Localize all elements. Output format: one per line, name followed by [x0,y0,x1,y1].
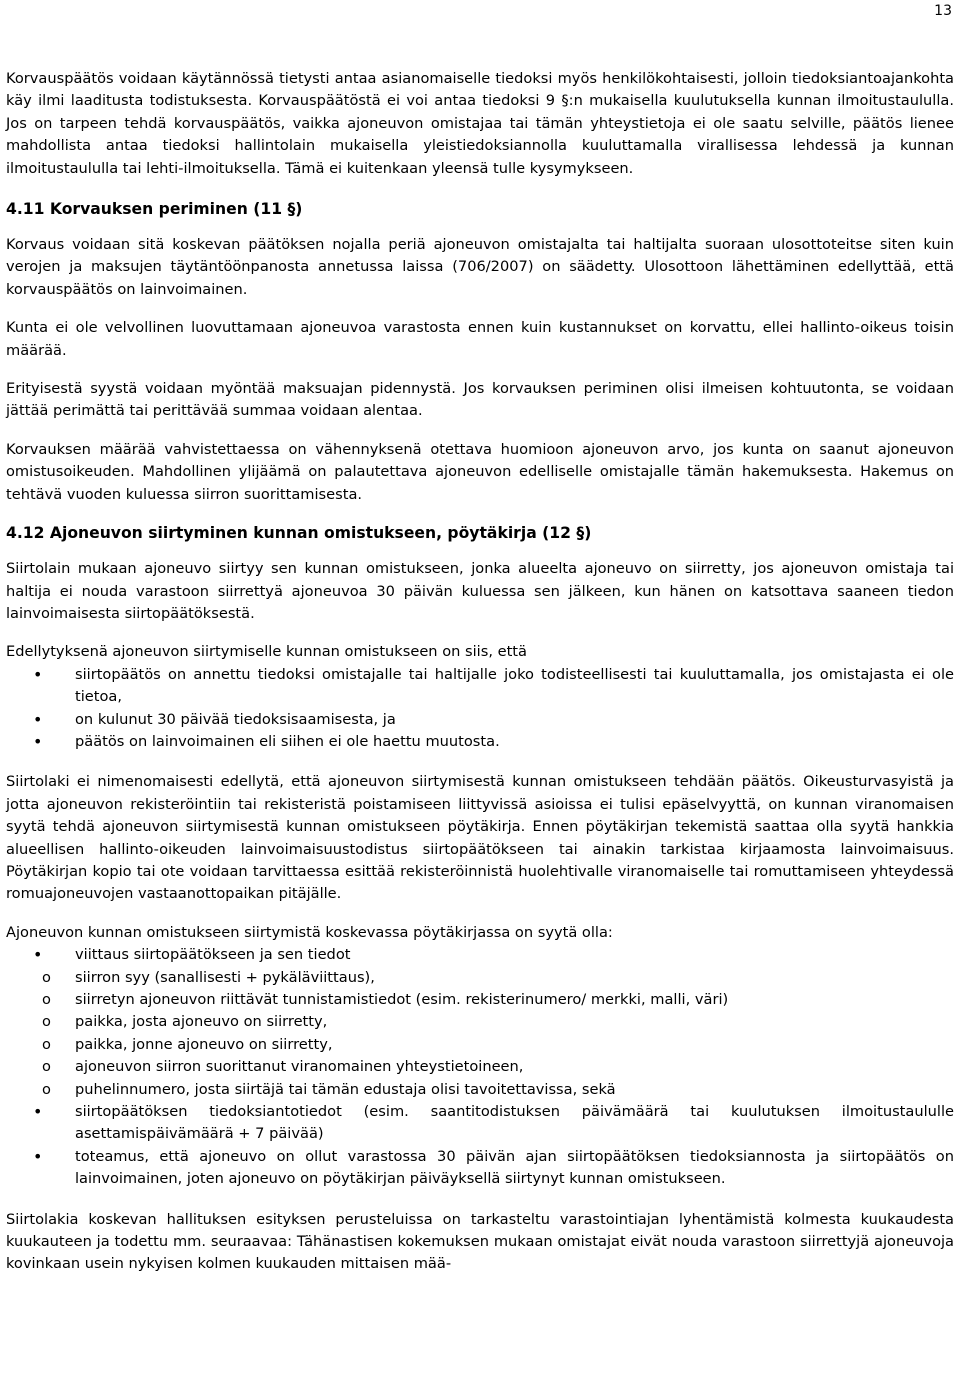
paragraph-poytakirja: Siirtolaki ei nimenomaisesti edellytä, että ajoneuvon siirtymisestä kunnan omistukseen tehdään päätös. Oikeusturvasyistä ja jotta ajoneuvon rekisteröintiin tai rekisteristä poistamiseen liittyvissä asioissa ei tulisi epäselvyyttä, on kunnan viranomaisen syytä tehdä ajoneuvon siirtymisestä kunnan omistukseen pöytäkirja. Ennen pöytäkirjan tekemistä saattaa olla syytä hankkia alueellisen hallinto-oikeuden lainvoimaisuustodistus siirtopäätökseen tai ainakin tarkistaa kirjaamosta lainvoimaisuus. Pöytäkirjan kopio tai ote voidaan tarvittaessa esittää rekisteröinnistä huolehtivalle viranomaiselle tai romuttamiseen yhteydessä romuajoneuvojen vastaanottopaikan pitäjälle. [6,773,954,903]
paragraph-korvauksen-maara: Korvauksen määrää vahvistettaessa on vähennyksenä otettava huomioon ajoneuvon arvo, jos kunta on saanut ajoneuvon omistusoikeuden. Mahdollinen ylijäämä on palautettava ajoneuvon edelliselle omistajalle tämän hakemuksesta. Hakemus on tehtävä vuoden kuluessa siirron suorittamisesta. [6,440,954,503]
sub-list-item: o siirretyn ajoneuvon riittävät tunnistamistiedot (esim. rekisterinumero/ merkki, malli, väri) [3,989,954,1011]
sub-list-item: o puhelinnumero, josta siirtäjä tai tämän edustaja olisi tavoitettavissa, sekä [3,1079,954,1101]
sub-list-item: o paikka, josta ajoneuvo on siirretty, [3,1011,954,1033]
section-heading-4-11: 4.11 Korvauksen periminen (11 §) [6,200,303,219]
paragraph-siirtyminen: Siirtolain mukaan ajoneuvo siirtyy sen kunnan omistukseen, jonka alueelta ajoneuvo on siirretty, jos ajoneuvon omistaja tai haltija ei nouda varastoon siirrettyä ajoneuvoa 30 päivän kuluessa sen jälkeen, kun hänen on katsottava saaneen tiedon lainvoimaisesta siirtopäätöksestä. [6,560,954,622]
list-item: • siirtopäätöksen tiedoksiantotiedot (esim. saantitodistuksen päivämäärä tai kuulutuksen ilmoitustaululle asettamispäivämäärä + 7 päivää) [6,1101,954,1146]
paragraph-ulosotto: Korvaus voidaan sitä koskevan päätöksen nojalla periä ajoneuvon omistajalta tai haltijalta suoraan ulosottoteitse siten kuin verojen ja maksujen täytäntöönpanosta annetussa laissa (706/2007) on säädetty. Ulosottoon lähettäminen edellyttää, että korvauspäätös on lainvoimainen. [6,236,954,298]
section-heading-4-12: 4.12 Ajoneuvon siirtyminen kunnan omistukseen, pöytäkirja (12 §) [6,524,592,543]
list-item [6,944,954,1101]
list-item: • siirtopäätös on annettu tiedoksi omistajalle tai haltijalle joko todisteellisesti tai kuuluttamalla, jos omistajasta ei ole tietoa, [6,664,954,709]
list-item: • on kulunut 30 päivää tiedoksisaamisesta, ja [6,709,954,731]
sub-list-item: o siirron syy (sanallisesti + pykäläviittaus), [3,967,954,989]
sub-list [75,967,954,1101]
paragraph-maksuaika: Erityisestä syystä voidaan myöntää maksuajan pidennystä. Jos korvauksen periminen olisi ilmeisen kohtuutonta, se voidaan jättää perimättä tai perittävää summaa voidaan alentaa. [6,380,954,420]
conditions-list [6,664,954,754]
paragraph-hallituksen-esitys: Siirtolakia koskevan hallituksen esityksen perusteluissa on tarkasteltu varastointiajan lyhentämistä kolmesta kuukaudesta kuukauteen ja todettu mm. seuraavaa: Tähänastisen kokemuksen mukaan omistajat eivät nouda varastoon siirrettyjä ajoneuvoja kovinkaan usein nykyisen kolmen kuukauden mittaisen mää- [6,1210,954,1273]
paragraph-poytakirja-sisalto-intro: Ajoneuvon kunnan omistukseen siirtymistä koskevassa pöytäkirjassa on syytä olla: [6,923,613,941]
list-item: • toteamus, että ajoneuvo on ollut varastossa 30 päivän ajan siirtopäätöksen tiedoksiannosta ja siirtopäätös on lainvoimainen, joten ajoneuvo on pöytäkirjan päiväyksellä siirtynyt kunnan omistukseen. [6,1146,954,1191]
sub-list-item: o ajoneuvon siirron suorittanut viranomainen yhteystietoineen, [3,1056,954,1078]
list-item-text: viittaus siirtopäätökseen ja sen tiedot [75,946,351,964]
document-body [6,68,954,1292]
paragraph-edellytykset-intro: Edellytyksenä ajoneuvon siirtymiselle kunnan omistukseen on siis, että [6,643,527,661]
paragraph-luovutus: Kunta ei ole velvollinen luovuttamaan ajoneuvoa varastosta ennen kuin kustannukset on korvattu, ellei hallinto-oikeus toisin määrää. [6,319,954,359]
sub-list-item: o paikka, jonne ajoneuvo on siirretty, [3,1034,954,1056]
list-item: • päätös on lainvoimainen eli siihen ei ole haettu muutosta. [6,731,954,753]
paragraph-tiedoksianto: Korvauspäätös voidaan käytännössä tietysti antaa asianomaiselle tiedoksi myös henkilökohtaisesti, jolloin tiedoksiantoajankohta käy ilmi laaditusta todistuksesta. Korvauspäätöstä ei voi antaa tiedoksi 9 §:n mukaisella kuulutuksella kunnan ilmoitustaululla. Jos on tarpeen tehdä korvauspäätös, vaikka ajoneuvon omistajaa tai tämän yhteystietoja ei ole saatu selville, päätös lienee mahdollista antaa tiedoksi hallintolain mukaisella yleistiedoksiannolla kuuluttamalla virallisessa lehdessä ja kunnan ilmoitustaululla tai lehti-ilmoituksella. Tämä ei kuitenkaan yleensä tulle kysymykseen. [6,70,954,177]
protocol-items-list [6,944,954,1190]
page-number: 13 [934,3,952,19]
